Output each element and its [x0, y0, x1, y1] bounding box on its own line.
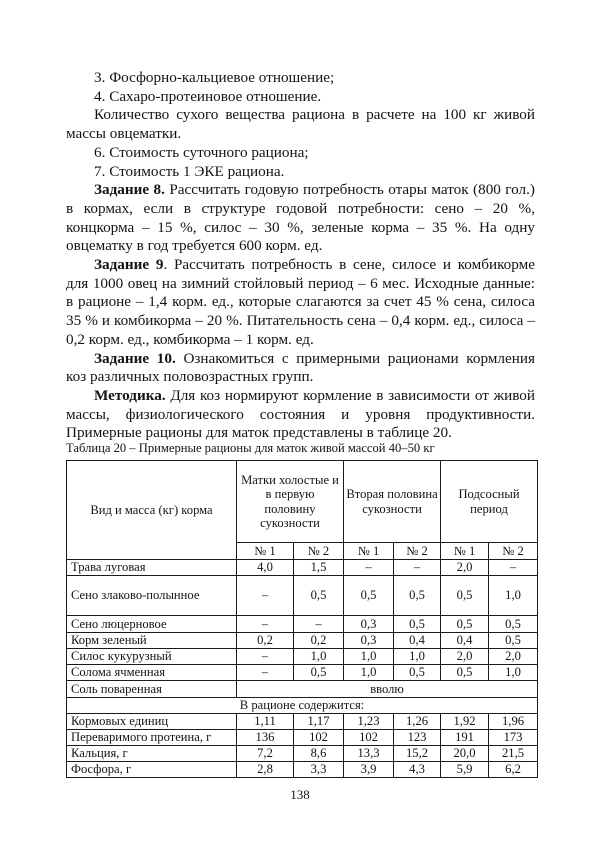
value-cell: 0,3	[344, 616, 394, 633]
value-cell: 0,4	[394, 633, 441, 649]
table-row	[67, 730, 538, 746]
value-cell: 3,9	[344, 762, 394, 778]
paragraph-item-6: 6. Стоимость суточного рациона;	[94, 143, 309, 161]
header-group-barren: Матки холостые и в первую половину сукозности	[237, 461, 344, 543]
value-cell: 102	[294, 730, 344, 746]
salt-amount-cell: вволю	[237, 681, 538, 698]
value-cell: 3,3	[294, 762, 344, 778]
table-row	[67, 633, 538, 649]
paragraph-task-9	[66, 256, 535, 350]
value-cell: 0,5	[294, 576, 344, 616]
value-cell: 1,0	[489, 576, 538, 616]
value-cell: 4,3	[394, 762, 441, 778]
value-cell: 0,5	[394, 576, 441, 616]
feed-name-cell: Сено люцерновое	[67, 616, 237, 633]
value-cell: 0,4	[441, 633, 489, 649]
table-row	[67, 649, 538, 665]
task-10-title: Задание 10.	[94, 349, 176, 367]
subheader-cell: № 2	[489, 543, 538, 560]
value-cell: 7,2	[237, 746, 294, 762]
feed-name-cell: Силос кукурузный	[67, 649, 237, 665]
value-cell: 1,5	[294, 560, 344, 576]
value-cell: 0,5	[344, 576, 394, 616]
value-cell: 21,5	[489, 746, 538, 762]
methodology-text: Для коз нормируют кормление в зависимости от живой массы, физиологического состояния и уровня продуктивности. Примерные рационы для маток представлены в таблице 20.	[66, 386, 535, 442]
value-cell: 2,0	[489, 649, 538, 665]
value-cell: 6,2	[489, 762, 538, 778]
subheader-cell: № 1	[237, 543, 294, 560]
paragraph-methodology	[66, 387, 535, 443]
value-cell: –	[394, 560, 441, 576]
methodology-title: Методика.	[94, 386, 166, 404]
value-cell: 1,0	[294, 649, 344, 665]
paragraph-item-5: Количество сухого вещества рациона в расчете на 100 кг живой массы овцематки.	[66, 106, 535, 143]
value-cell: 1,17	[294, 714, 344, 730]
subheader-cell: № 1	[441, 543, 489, 560]
value-cell: 0,5	[489, 633, 538, 649]
value-cell: 0,5	[394, 616, 441, 633]
paragraph-task-10	[66, 350, 535, 387]
nutrient-name-cell: Переваримого протеина, г	[67, 730, 237, 746]
table-caption: Таблица 20 – Примерные рационы для маток живой массой 40–50 кг	[66, 441, 435, 455]
subheader-cell: № 1	[344, 543, 394, 560]
value-cell: 8,6	[294, 746, 344, 762]
value-cell: 102	[344, 730, 394, 746]
value-cell: 20,0	[441, 746, 489, 762]
value-cell: –	[489, 560, 538, 576]
value-cell: 1,0	[394, 649, 441, 665]
value-cell: 13,3	[344, 746, 394, 762]
value-cell: 0,5	[441, 576, 489, 616]
value-cell: 1,96	[489, 714, 538, 730]
value-cell: 1,92	[441, 714, 489, 730]
ration-table	[66, 460, 538, 778]
value-cell: –	[237, 576, 294, 616]
table-row	[67, 746, 538, 762]
nutrient-name-cell: Кормовых единиц	[67, 714, 237, 730]
value-cell: 0,5	[294, 665, 344, 681]
paragraph-item-4: 4. Сахаро-протеиновое отношение.	[94, 87, 322, 105]
table-row	[67, 616, 538, 633]
value-cell: 2,0	[441, 560, 489, 576]
value-cell: 1,11	[237, 714, 294, 730]
contains-section-label: В рационе содержится:	[67, 698, 538, 714]
feed-name-cell: Солома ячменная	[67, 665, 237, 681]
value-cell: 0,5	[489, 616, 538, 633]
value-cell: 1,26	[394, 714, 441, 730]
value-cell: –	[294, 616, 344, 633]
feed-name-cell: Сено злаково-полынное	[67, 576, 237, 616]
feed-name-cell: Трава луговая	[67, 560, 237, 576]
table-row	[67, 665, 538, 681]
value-cell: 123	[394, 730, 441, 746]
table-section-row	[67, 698, 538, 714]
value-cell: 4,0	[237, 560, 294, 576]
nutrient-name-cell: Кальция, г	[67, 746, 237, 762]
header-group-suckling: Подсосный период	[441, 461, 538, 543]
value-cell: 0,2	[237, 633, 294, 649]
feed-name-cell: Соль поваренная	[67, 681, 237, 698]
value-cell: 2,8	[237, 762, 294, 778]
value-cell: –	[344, 560, 394, 576]
value-cell: 15,2	[394, 746, 441, 762]
table-row	[67, 560, 538, 576]
value-cell: 0,5	[441, 616, 489, 633]
value-cell: 191	[441, 730, 489, 746]
value-cell: –	[237, 665, 294, 681]
header-feed-type: Вид и масса (кг) корма	[67, 461, 237, 560]
value-cell: 0,2	[294, 633, 344, 649]
task-9-title: Задание 9	[94, 256, 164, 274]
value-cell: 136	[237, 730, 294, 746]
paragraph-item-7: 7. Стоимость 1 ЭКЕ рациона.	[94, 162, 285, 180]
feed-name-cell: Корм зеленый	[67, 633, 237, 649]
value-cell: 1,0	[344, 649, 394, 665]
subheader-cell: № 2	[394, 543, 441, 560]
task-9-text: . Рассчитать потребность в сене, силосе и комбикорме для 1000 овец на зимний стойловый период – 6 мес. Исходные данные: в рационе – 1,4 корм. ед., которые слагаются за счет 45 % сена, силоса 35 % и комбикорма – 20 %. Питательность сена – 0,4 корм. ед., силоса – 0,2 корм. ед., комбикорма – 1 корм. ед.	[66, 256, 535, 348]
table-row	[67, 576, 538, 616]
table-header-row	[67, 461, 538, 543]
value-cell: 1,0	[344, 665, 394, 681]
value-cell: 1,0	[489, 665, 538, 681]
table-row	[67, 762, 538, 778]
value-cell: 5,9	[441, 762, 489, 778]
value-cell: 1,23	[344, 714, 394, 730]
value-cell: 173	[489, 730, 538, 746]
table-row	[67, 714, 538, 730]
task-8-title: Задание 8.	[94, 181, 165, 199]
subheader-cell: № 2	[294, 543, 344, 560]
value-cell: 0,5	[394, 665, 441, 681]
value-cell: –	[237, 616, 294, 633]
body-text	[66, 69, 535, 443]
value-cell: 2,0	[441, 649, 489, 665]
page-number: 138	[290, 787, 310, 802]
value-cell: 0,5	[441, 665, 489, 681]
paragraph-task-8	[66, 181, 535, 256]
task-8-text: Рассчитать годовую потребность отары маток (800 гол.) в кормах, если в структуре годовой потребности: сено – 20 %, концкорма – 15 %, силос – 30 %, зеленые корма – 35 %. На одну овцематку в год требуется 600 корм. ед.	[66, 181, 535, 255]
task-10-text: Ознакомиться с примерными рационами кормления коз различных половозрастных групп.	[66, 349, 535, 386]
nutrient-name-cell: Фосфора, г	[67, 762, 237, 778]
value-cell: 0,3	[344, 633, 394, 649]
paragraph-item-3: 3. Фосфорно-кальциевое отношение;	[94, 69, 335, 86]
value-cell: –	[237, 649, 294, 665]
header-group-second-half: Вторая половина сукозности	[344, 461, 441, 543]
table-row	[67, 681, 538, 698]
